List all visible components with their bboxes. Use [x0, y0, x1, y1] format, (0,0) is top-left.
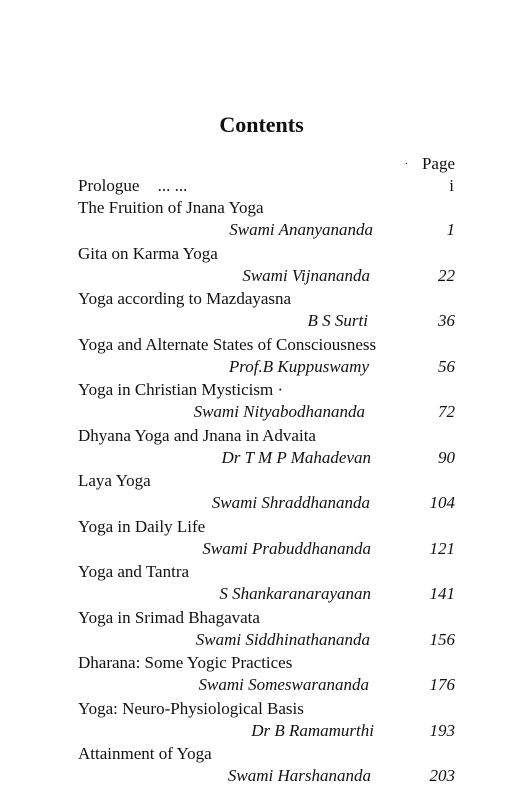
entry-title: Gita on Karma Yoga [78, 244, 218, 263]
entry-title: Yoga in Christian Mysticism · [78, 380, 284, 399]
page-column-label: Page [421, 154, 455, 173]
entry-page-number: 176 [429, 675, 455, 694]
entry-author: Swami Siddhinathananda [195, 630, 370, 649]
entry-author: B S Surti [307, 311, 368, 330]
entry-page-number: 56 [438, 357, 455, 376]
entry-title: Yoga according to Mazdayasna [78, 289, 292, 308]
entry-author: Swami Ananyananda [229, 220, 373, 239]
tick-mark: · [404, 159, 408, 170]
entry-author: Swami Nityabodhananda [193, 402, 365, 421]
entry-page-number: 141 [429, 584, 455, 603]
entry-page-number: 156 [429, 630, 455, 649]
entry-author: Swami Vijnananda [242, 266, 370, 285]
page-title: Contents [219, 112, 304, 137]
prologue-entry [78, 176, 187, 196]
entry-title: The Fruition of Jnana Yoga [78, 198, 264, 217]
entry-author: Dr T M P Mahadevan [221, 448, 371, 467]
entry-page-number: 104 [429, 493, 455, 512]
entry-author: Swami Someswarananda [198, 675, 369, 694]
entry-title: Yoga and Tantra [78, 562, 190, 581]
leader-dots: ... ... [157, 176, 188, 195]
entry-author: Swami Shraddhananda [211, 493, 370, 512]
page-column-header [405, 154, 455, 174]
entry-page-number: i [449, 176, 454, 195]
entry-page-number: 1 [446, 220, 455, 239]
entry-title: Prologue [78, 176, 140, 195]
entry-page-number: 203 [429, 766, 455, 785]
entry-title: Dhyana Yoga and Jnana in Advaita [78, 426, 316, 445]
entry-title: Yoga in Daily Life [78, 517, 206, 536]
entry-page-number: 72 [438, 402, 455, 421]
entry-page-number: 121 [429, 539, 455, 558]
entry-title: Dharana: Some Yogic Practices [78, 653, 293, 672]
entry-page-number: 193 [429, 721, 455, 740]
entry-author: Prof.B Kuppuswamy [228, 357, 369, 376]
entry-author: Dr B Ramamurthi [251, 721, 374, 740]
entry-author: Swami Prabuddhananda [202, 539, 371, 558]
entry-title: Laya Yoga [78, 471, 151, 490]
entry-title: Yoga: Neuro-Physiological Basis [78, 699, 304, 718]
entry-title: Attainment of Yoga [78, 744, 212, 763]
entry-page-number: 90 [438, 448, 455, 467]
entry-page-number: 36 [438, 311, 455, 330]
entry-author: Swami Harshananda [227, 766, 371, 785]
entry-title: Yoga and Alternate States of Consciousness [78, 335, 377, 354]
entry-author: S Shankaranarayanan [219, 584, 371, 603]
entry-page-number: 22 [438, 266, 455, 285]
entry-title: Yoga in Srimad Bhagavata [78, 608, 260, 627]
